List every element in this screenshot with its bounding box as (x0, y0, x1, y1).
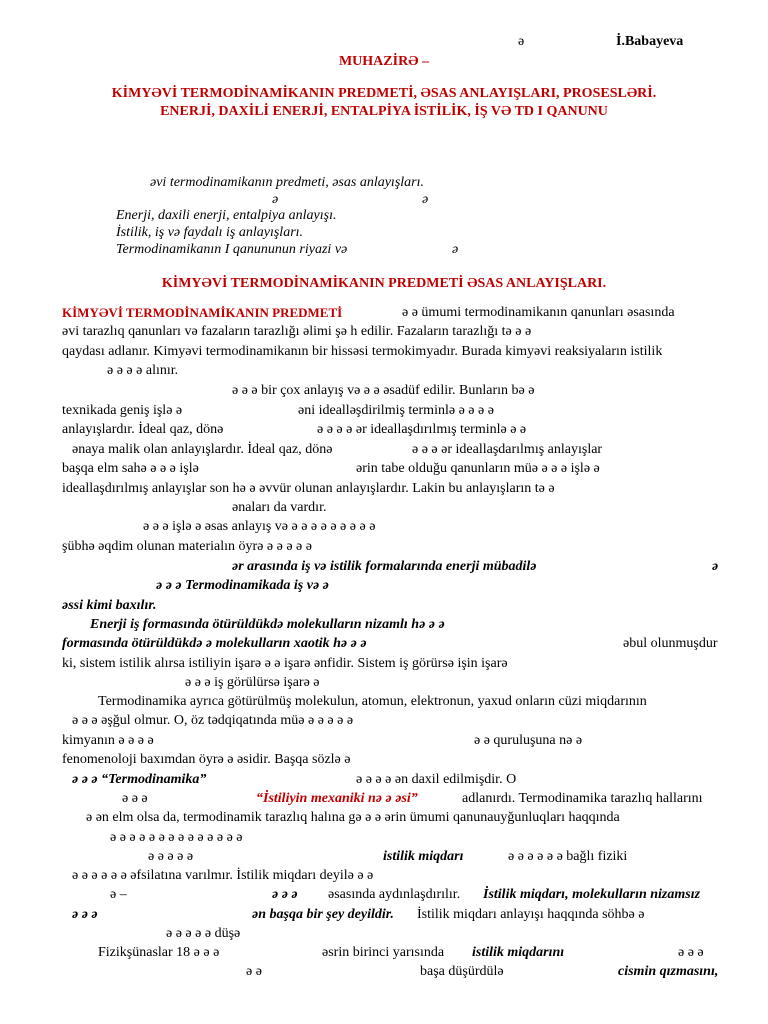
p5-line11d: İstilik miqdarı, molekulların nizamsız (483, 887, 701, 902)
outline-item-1: əvi termodinamikanın predmeti, əsas anlayışları. (150, 175, 424, 190)
p1-line2: əvi tarazlıq qanunları və fazaların tarazlığı əlimi şə h edilir. Fazaların tarazlığı tə ə ə (62, 324, 532, 339)
lecture-label: MUHAZİRƏ – (338, 54, 430, 69)
p5-line7: ə ən elm olsa da, termodinamik tarazlıq halına gə ə ə ərin ümumi qanunauyğunluqları haqqında (86, 810, 620, 825)
p5-line9b: istilik miqdarı (383, 849, 464, 864)
p5-line1: Termodinamika ayrıca götürülmüş molekulun, atomun, elektronun, yaxud onların cüzi miqdarının (98, 694, 647, 709)
p4-line1: Enerji iş formasında ötürüldükdə molekulların nizamlı hə ə ə (90, 617, 445, 632)
p5-line12c: İstilik miqdarı anlayışı haqqında söhbə ə (417, 907, 645, 922)
outline-item-3: Enerji, daxili enerji, entalpiya anlayışı. (116, 208, 337, 223)
p6-line2c: cismin qızmasını, (618, 964, 719, 979)
p3-line5: əssi kimi baxılır. (62, 598, 157, 613)
p6-line1b: əsrin birinci yarısında (322, 945, 445, 960)
p2-line4a: ənaya malik olan anlayışlardır. İdeal qaz, dönə (72, 442, 333, 457)
outline-item-2b: ə (422, 192, 429, 207)
p5-line12b: ən başqa bir şey deyildir. (252, 907, 394, 922)
author-name: İ.Babayeva (616, 34, 684, 49)
p5-line12a: ə ə ə (72, 907, 98, 922)
p2-line7: ənaları da vardır. (232, 500, 327, 515)
p6-line1c: istilik miqdarını (472, 945, 565, 960)
p2-line2a: texnikada geniş işlə ə (62, 403, 183, 418)
lecture-title-line2: ENERJİ, DAXİLİ ENERJİ, ENTALPİYA İSTİLİK, İŞ VƏ TD I QANUNU (160, 104, 608, 119)
p2-line2b: əni idealləşdirilmiş terminlə ə ə ə ə (298, 403, 494, 418)
p5-line11c: əsasında aydınlaşdırılır. (328, 887, 461, 902)
p5-line5a: ə ə ə “Termodinamika” (72, 772, 207, 787)
p1-line3: qaydası adlanır. Kimyəvi termodinamikanın bir hissəsi termokimyadır. Burada kimyəvi reaksiyaların istilik (62, 344, 663, 359)
p6-line1a: Fizikşünaslar 18 ə ə ə (98, 945, 220, 960)
outline-item-2a: ə (272, 192, 279, 207)
p2-line5b: ərin tabe olduğu qanunların müə ə ə ə işlə ə (356, 461, 600, 476)
p5-line11b: ə ə ə (272, 887, 298, 902)
p5-line10: ə ə ə ə ə ə əfsilatına varılmır. İstilik miqdarı deyilə ə ə (72, 868, 374, 883)
p3-line2: şübhə əqdim olunan materialın öyrə ə ə ə ə ə (62, 539, 312, 554)
p3-line1: ə ə ə işlə ə əsas anlayış və ə ə ə ə ə ə ə ə ə (143, 519, 376, 534)
p5-line13: ə ə ə ə ə düşə (166, 926, 241, 941)
header-schwa: ə (518, 34, 525, 49)
outline-item-5: Termodinamikanın I qanununun riyazi və (116, 242, 348, 257)
p2-line5a: başqa elm sahə ə ə ə işlə (62, 461, 199, 476)
p5-line6b: “İstiliyin mexaniki nə ə əsi” (256, 791, 418, 806)
p4-line2a: formasında ötürüldükdə ə molekulların xaotik hə ə ə (62, 636, 367, 651)
p5-line9a: ə ə ə ə ə (148, 849, 194, 864)
lecture-title-line1: KİMYƏVİ TERMODİNAMİKANIN PREDMETİ, ƏSAS ANLAYIŞLARI, PROSESLƏRİ. (111, 86, 657, 101)
p2-line6: ideallaşdırılmış anlayışlar son hə ə əvvür olunan anlayışlardır. Lakin bu anlayışların tə ə (62, 481, 555, 496)
p1-line1-rest: ə ə ümumi termodinamikanın qanunları əsasında (402, 305, 675, 320)
p5-line3b: ə ə quruluşuna nə ə (474, 733, 583, 748)
p4-line4: ə ə ə iş görülürsə işarə ə (185, 675, 320, 690)
p2-line3b: ə ə ə ə ər ideallaşdırılmış terminlə ə ə (317, 422, 527, 437)
p1-line4: ə ə ə ə alınır. (107, 363, 179, 378)
p2-line1: ə ə ə bir çox anlayış və ə ə əsadüf edilir. Bunların bə ə (232, 383, 535, 398)
p5-line4: fenomenoloji baxımdan öyrə ə əsidir. Başqa sözlə ə (62, 752, 351, 767)
p4-line3: ki, sistem istilik alırsa istiliyin işarə ə ə işarə ənfidir. Sistem iş görürsə işin işarə (62, 656, 508, 671)
p5-line11a: ə – (110, 887, 127, 902)
outline-item-5b: ə (452, 242, 459, 257)
p5-line5b: ə ə ə ə ən daxil edilmişdir. O (356, 772, 517, 787)
p6-line2b: başa düşürdülə (420, 964, 504, 979)
p3-line4: ə ə ə Termodinamikada iş və ə (156, 578, 329, 593)
p1-lead-term: KİMYƏVİ TERMODİNAMİKANIN PREDMETİ (62, 305, 343, 320)
p2-line4b: ə ə ə ər ideallaşdarılmış anlayışlar (412, 442, 603, 457)
p4-line2b: əbul olunmuşdur (623, 636, 718, 651)
p2-line3a: anlayışlardır. İdeal qaz, dönə (62, 422, 224, 437)
p6-line2a: ə ə (246, 964, 262, 979)
p5-line2: ə ə ə əşğul olmur. O, öz tədqiqatında müə ə ə ə ə ə (72, 713, 354, 728)
p5-line6a: ə ə ə (122, 791, 148, 806)
section-heading: KİMYƏVİ TERMODİNAMİKANIN PREDMETİ ƏSAS ANLAYIŞLARI. (161, 276, 607, 291)
p5-line8: ə ə ə ə ə ə ə ə ə ə ə ə ə ə (110, 830, 243, 845)
p5-line9c: ə ə ə ə ə ə bağlı fiziki (508, 849, 628, 864)
outline-item-4: İstilik, iş və faydalı iş anlayışları. (116, 225, 304, 240)
p6-line1d: ə ə ə (678, 945, 704, 960)
p5-line6c: adlanırdı. Termodinamika tarazlıq hallarını (462, 791, 703, 806)
p5-line3a: kimyanın ə ə ə ə (62, 733, 154, 748)
p3-line3b: ə (712, 559, 719, 574)
p3-line3: ər arasında iş və istilik formalarında enerji mübadilə (232, 559, 537, 574)
